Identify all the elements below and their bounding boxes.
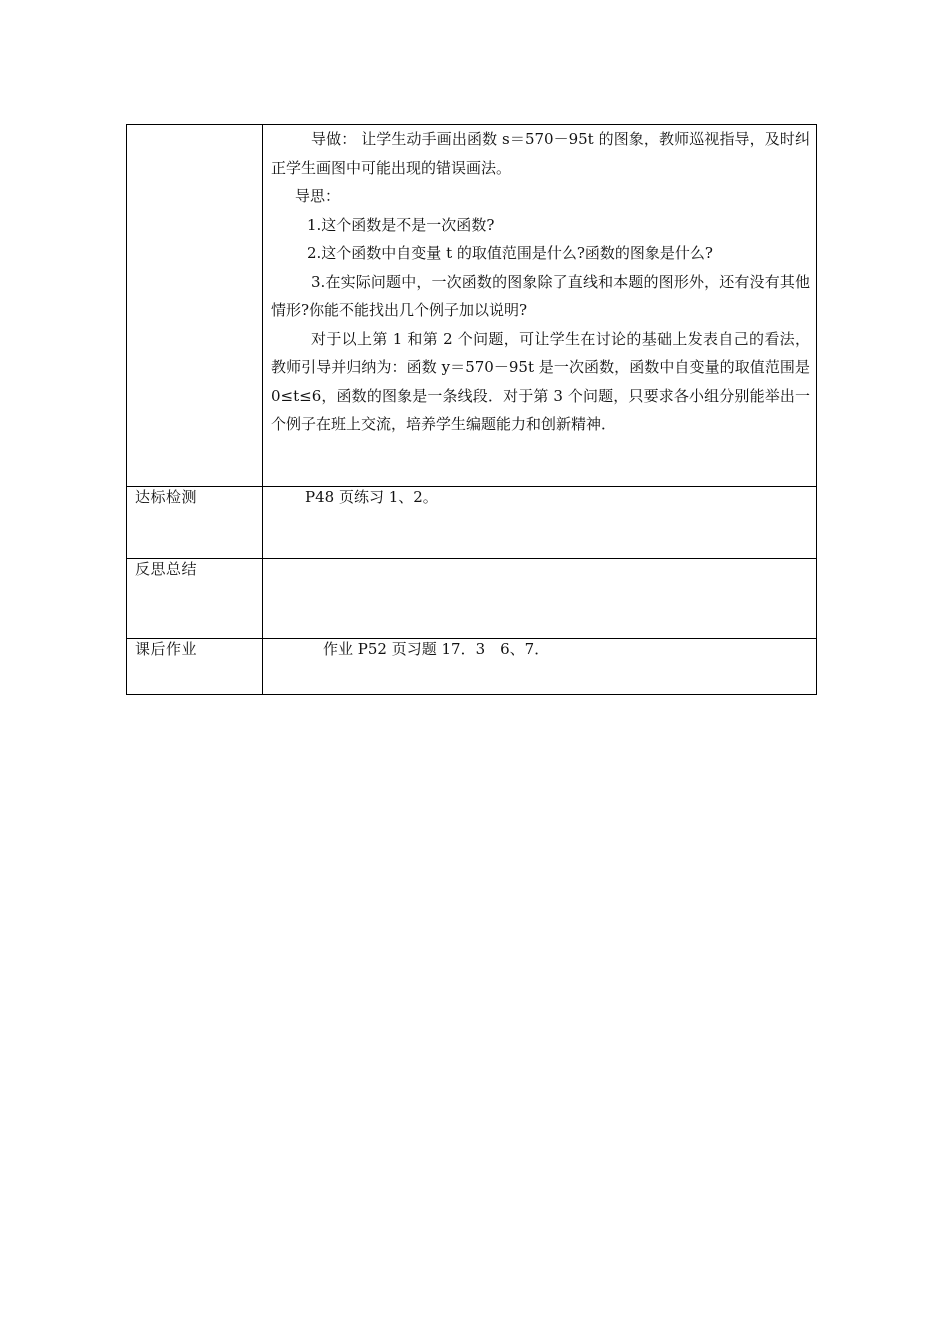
table-row-homework [127, 639, 817, 695]
assessment-content: P48 页练习 1、2。 [305, 488, 438, 506]
row-label-cell [127, 487, 263, 559]
homework-content: 作业 P52 页习题 17．3 6、7． [323, 640, 550, 658]
reflection-content-cell [263, 559, 817, 639]
table-row-reflection [127, 559, 817, 639]
paragraph-guided-practice: 导做： 让学生动手画出函数 s＝570－95t 的图象，教师巡视指导，及时纠正学生画图中可能出现的错误画法。 [271, 130, 810, 177]
question-3: 3.在实际问题中，一次函数的图象除了直线和本题的图形外，还有没有其他情形?你能不能找出几个例子加以说明? [271, 272, 810, 319]
question-1: 1.这个函数是不是一次函数? [307, 215, 495, 234]
row-label-homework: 课后作业 [135, 640, 198, 658]
row-label-assessment: 达标检测 [135, 488, 198, 506]
paragraph-guided-thinking-heading: 导思： [295, 187, 341, 205]
activity-content-cell [263, 125, 817, 487]
row-label-cell [127, 559, 263, 639]
assessment-content-cell [263, 487, 817, 559]
lesson-plan-table [126, 124, 817, 695]
paragraph-teacher-summary: 对于以上第 1 和第 2 个问题，可让学生在讨论的基础上发表自己的看法，教师引导并归纳为：函数 y＝570－95t 是一次函数，函数中自变量的取值范围是 0≤t≤6，函数的图象是一条线段．对于第 3 个问题，只要求各小组分别能举出一个例子在班上交流，培养学生编题能力和创新精神． [271, 329, 810, 433]
question-2: 2.这个函数中自变量 t 的取值范围是什么?函数的图象是什么? [307, 244, 713, 262]
table-row-assessment [127, 487, 817, 559]
homework-content-cell [263, 639, 817, 695]
table-row-activity [127, 125, 817, 487]
row-label-cell [127, 639, 263, 695]
row-label-reflection: 反思总结 [135, 560, 198, 578]
row-label-cell [127, 125, 263, 487]
